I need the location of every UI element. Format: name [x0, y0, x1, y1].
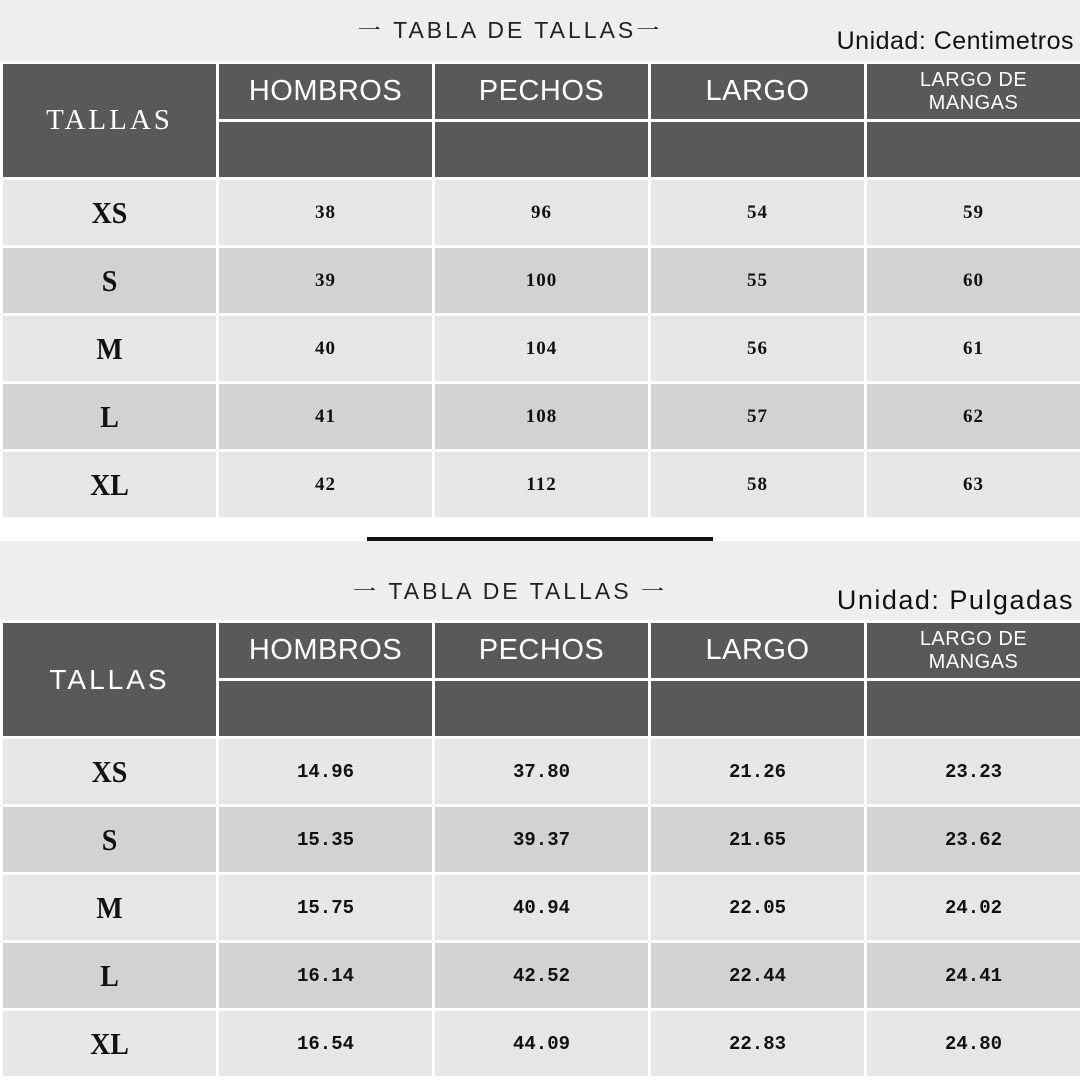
value-cell: 44.09: [434, 1010, 650, 1078]
header-blank: [650, 121, 866, 179]
table-title-in: 一 TABLA DE TALLAS 一: [353, 578, 667, 604]
value-cell: 61: [866, 315, 1080, 383]
header-blank: [434, 680, 650, 738]
value-cell: 58: [650, 451, 866, 519]
size-cell: [2, 383, 218, 451]
header-tallas: TALLAS: [2, 622, 218, 738]
value-cell: 37.80: [434, 738, 650, 806]
size-cell: [2, 1010, 218, 1078]
value-cell: 40.94: [434, 874, 650, 942]
value-cell: 24.41: [866, 942, 1080, 1010]
value-cell: 22.44: [650, 942, 866, 1010]
header-largo: LARGO: [650, 622, 866, 680]
table-row: [2, 179, 1080, 247]
size-cell: [2, 179, 218, 247]
table-row: [2, 247, 1080, 315]
value-cell: 42: [218, 451, 434, 519]
size-cell: [2, 806, 218, 874]
table-row: [2, 806, 1080, 874]
size-cell: [2, 738, 218, 806]
header-hombros: HOMBROS: [218, 622, 434, 680]
header-hombros: HOMBROS: [218, 63, 434, 121]
table-title-cm: 一 TABLA DE TALLAS一: [357, 17, 663, 43]
size-label: L: [100, 398, 119, 434]
header-tallas: TALLAS: [2, 63, 218, 179]
size-table-cm: [0, 61, 1080, 520]
value-cell: 104: [434, 315, 650, 383]
value-cell: 21.26: [650, 738, 866, 806]
value-cell: 108: [434, 383, 650, 451]
value-cell: 112: [434, 451, 650, 519]
header-largo-de-mangas: [866, 63, 1080, 121]
unit-label-cm: Unidad: Centimetros: [836, 27, 1074, 55]
size-cell: [2, 451, 218, 519]
size-table-in: [0, 620, 1080, 1079]
size-label: S: [101, 821, 118, 857]
value-cell: 39.37: [434, 806, 650, 874]
value-cell: 16.54: [218, 1010, 434, 1078]
value-cell: 21.65: [650, 806, 866, 874]
value-cell: 54: [650, 179, 866, 247]
value-cell: 56: [650, 315, 866, 383]
value-cell: 41: [218, 383, 434, 451]
value-cell: 60: [866, 247, 1080, 315]
value-cell: 14.96: [218, 738, 434, 806]
header-pechos: PECHOS: [434, 622, 650, 680]
value-cell: 23.23: [866, 738, 1080, 806]
header-blank: [650, 680, 866, 738]
table-row: [2, 738, 1080, 806]
value-cell: 22.05: [650, 874, 866, 942]
table-row: [2, 942, 1080, 1010]
size-cell: [2, 874, 218, 942]
value-cell: 38: [218, 179, 434, 247]
size-label: XS: [91, 194, 128, 230]
value-cell: 40: [218, 315, 434, 383]
size-label: S: [101, 262, 118, 298]
header-blank: [866, 121, 1080, 179]
value-cell: 22.83: [650, 1010, 866, 1078]
value-cell: 24.02: [866, 874, 1080, 942]
header-largo-de-mangas-text: LARGO DE MANGAS: [919, 627, 1028, 673]
value-cell: 96: [434, 179, 650, 247]
value-cell: 15.75: [218, 874, 434, 942]
size-label: XL: [90, 466, 129, 502]
table-row: [2, 315, 1080, 383]
value-cell: 59: [866, 179, 1080, 247]
header-largo: LARGO: [650, 63, 866, 121]
value-cell: 100: [434, 247, 650, 315]
header-blank: [218, 680, 434, 738]
size-label: XS: [91, 753, 128, 789]
value-cell: 57: [650, 383, 866, 451]
table-row: [2, 874, 1080, 942]
header-blank: [434, 121, 650, 179]
unit-label-in: Unidad: Pulgadas: [836, 585, 1074, 615]
value-cell: 16.14: [218, 942, 434, 1010]
header-blank: [866, 680, 1080, 738]
size-label: M: [96, 330, 123, 366]
table-row: [2, 1010, 1080, 1078]
value-cell: 15.35: [218, 806, 434, 874]
value-cell: 39: [218, 247, 434, 315]
value-cell: 63: [866, 451, 1080, 519]
size-cell: [2, 942, 218, 1010]
header-blank: [218, 121, 434, 179]
table-row: [2, 383, 1080, 451]
size-label: L: [100, 957, 119, 993]
value-cell: 23.62: [866, 806, 1080, 874]
size-cell: [2, 247, 218, 315]
header-largo-de-mangas-text: LARGO DE MANGAS: [919, 68, 1028, 114]
header-pechos: PECHOS: [434, 63, 650, 121]
size-label: M: [96, 889, 123, 925]
value-cell: 55: [650, 247, 866, 315]
value-cell: 42.52: [434, 942, 650, 1010]
table-row: [2, 451, 1080, 519]
header-largo-de-mangas: [866, 622, 1080, 680]
size-cell: [2, 315, 218, 383]
size-label: XL: [90, 1025, 129, 1061]
value-cell: 62: [866, 383, 1080, 451]
value-cell: 24.80: [866, 1010, 1080, 1078]
